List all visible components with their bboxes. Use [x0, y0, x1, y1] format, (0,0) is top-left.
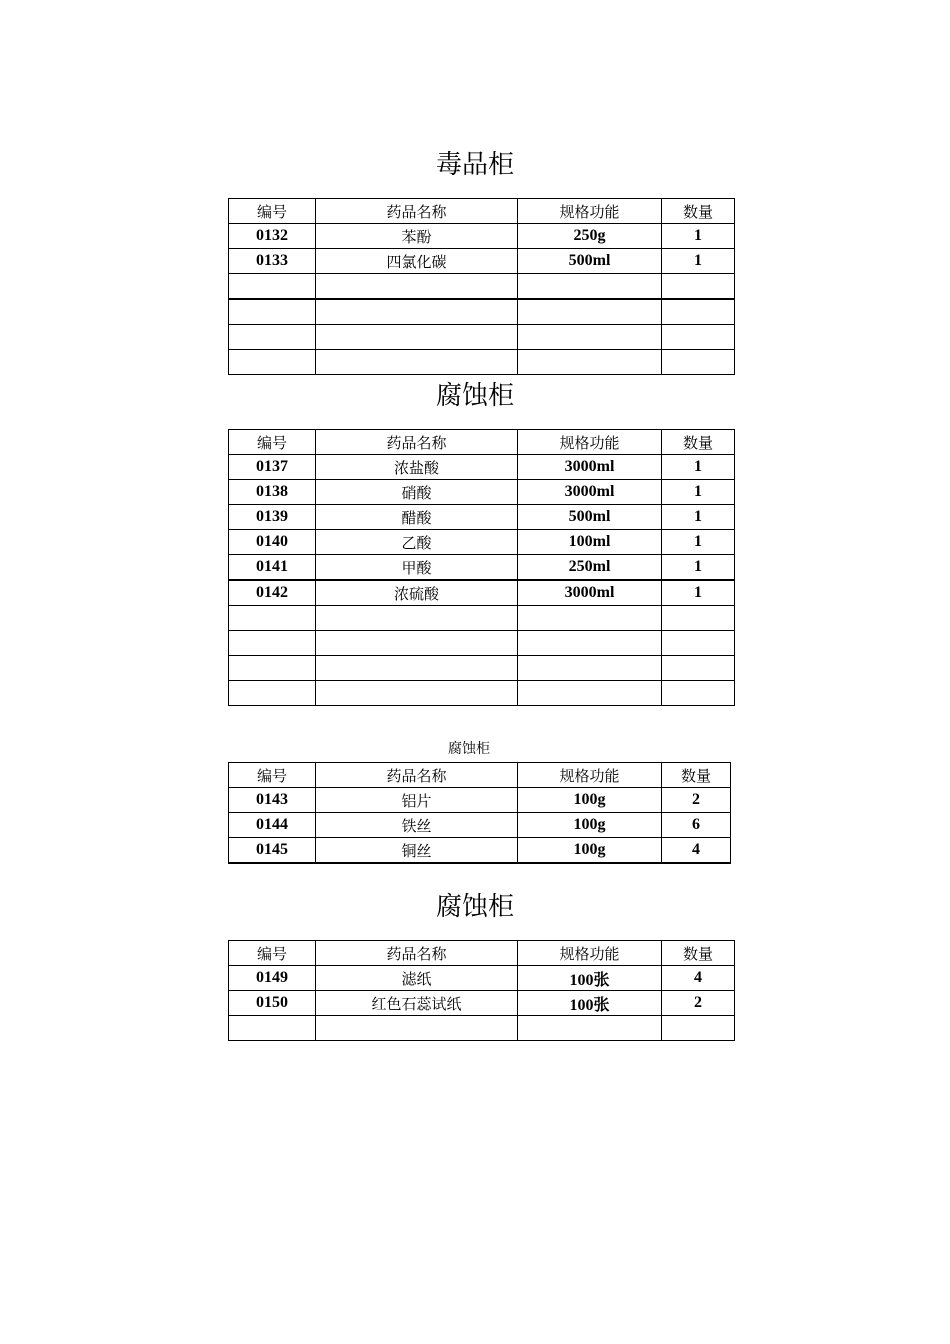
header-spec: 规格功能: [518, 430, 662, 455]
cell-spec: 500ml: [518, 249, 662, 274]
cell-qty: 1: [662, 249, 735, 274]
table-row: [229, 991, 735, 1016]
table-header-row: [229, 430, 735, 455]
table-row: [229, 606, 735, 631]
cell-spec: [518, 299, 662, 325]
cell-qty: 1: [662, 580, 735, 606]
cell-qty: 1: [662, 455, 735, 480]
header-qty: 数量: [662, 941, 735, 966]
cell-id: [229, 325, 316, 350]
cell-spec: 3000ml: [518, 455, 662, 480]
cell-spec: 100g: [518, 838, 662, 864]
cell-spec: 250g: [518, 224, 662, 249]
cell-spec: 100张: [518, 991, 662, 1016]
cell-id: 0145: [229, 838, 316, 864]
cell-spec: [518, 1016, 662, 1041]
header-spec: 规格功能: [518, 763, 662, 788]
cell-name: 甲酸: [316, 555, 518, 581]
cell-qty: 1: [662, 505, 735, 530]
cell-name: 硝酸: [316, 480, 518, 505]
cell-qty: 1: [662, 555, 735, 581]
cell-qty: 4: [662, 966, 735, 991]
cell-id: 0143: [229, 788, 316, 813]
cell-name: [316, 631, 518, 656]
cell-name: [316, 299, 518, 325]
cell-spec: 500ml: [518, 505, 662, 530]
cell-qty: 2: [662, 991, 735, 1016]
header-name: 药品名称: [316, 763, 518, 788]
cell-id: [229, 656, 316, 681]
inventory-table-corrosive-3: [228, 940, 735, 1041]
cell-name: 滤纸: [316, 966, 518, 991]
table-row: [229, 299, 735, 325]
table-row: [229, 224, 735, 249]
inventory-table-corrosive-1: [228, 429, 735, 706]
cell-spec: 100张: [518, 966, 662, 991]
cell-qty: [662, 631, 735, 656]
cell-id: [229, 606, 316, 631]
cell-name: 醋酸: [316, 505, 518, 530]
table-row: [229, 350, 735, 375]
cell-qty: 1: [662, 480, 735, 505]
header-name: 药品名称: [316, 941, 518, 966]
cell-id: 0137: [229, 455, 316, 480]
cell-name: 红色石蕊试纸: [316, 991, 518, 1016]
header-qty: 数量: [662, 763, 731, 788]
cell-id: [229, 631, 316, 656]
cell-spec: 3000ml: [518, 480, 662, 505]
table-header-row: [229, 199, 735, 224]
cell-spec: [518, 656, 662, 681]
header-spec: 规格功能: [518, 199, 662, 224]
cell-id: 0133: [229, 249, 316, 274]
cell-name: [316, 325, 518, 350]
table-header-row: [229, 763, 731, 788]
cell-qty: 2: [662, 788, 731, 813]
section-title-corrosive-cabinet-3: 腐蚀柜: [435, 892, 514, 922]
section-title-corrosive-cabinet-2: 腐蚀柜: [448, 741, 490, 757]
cell-spec: 100g: [518, 788, 662, 813]
cell-id: 0142: [229, 580, 316, 606]
section-title-poison-cabinet: 毒品柜: [435, 150, 514, 180]
header-qty: 数量: [662, 199, 735, 224]
cell-spec: 250ml: [518, 555, 662, 581]
cell-qty: 1: [662, 224, 735, 249]
header-name: 药品名称: [316, 430, 518, 455]
cell-spec: 100ml: [518, 530, 662, 555]
cell-qty: 6: [662, 813, 731, 838]
header-qty: 数量: [662, 430, 735, 455]
table-row: [229, 455, 735, 480]
header-id: 编号: [229, 430, 316, 455]
table-row: [229, 325, 735, 350]
table-row: [229, 480, 735, 505]
section-title-corrosive-cabinet-1: 腐蚀柜: [435, 381, 514, 411]
cell-name: 浓盐酸: [316, 455, 518, 480]
cell-name: 铜丝: [316, 838, 518, 864]
table-row: [229, 838, 731, 864]
table-row: [229, 580, 735, 606]
cell-name: [316, 1016, 518, 1041]
header-id: 编号: [229, 199, 316, 224]
cell-id: 0139: [229, 505, 316, 530]
cell-name: 乙酸: [316, 530, 518, 555]
cell-id: [229, 681, 316, 706]
cell-qty: [662, 350, 735, 375]
cell-name: [316, 681, 518, 706]
header-name: 药品名称: [316, 199, 518, 224]
header-spec: 规格功能: [518, 941, 662, 966]
cell-id: [229, 274, 316, 300]
table-row: [229, 966, 735, 991]
cell-qty: [662, 274, 735, 300]
cell-id: [229, 1016, 316, 1041]
cell-qty: [662, 656, 735, 681]
cell-name: [316, 606, 518, 631]
cell-id: 0140: [229, 530, 316, 555]
cell-id: 0149: [229, 966, 316, 991]
cell-id: 0141: [229, 555, 316, 581]
cell-spec: [518, 350, 662, 375]
table-header-row: [229, 941, 735, 966]
cell-spec: [518, 631, 662, 656]
cell-qty: [662, 299, 735, 325]
table-row: [229, 813, 731, 838]
cell-spec: 100g: [518, 813, 662, 838]
cell-qty: [662, 325, 735, 350]
header-id: 编号: [229, 763, 316, 788]
table-row: [229, 274, 735, 300]
cell-spec: 3000ml: [518, 580, 662, 606]
table-row: [229, 681, 735, 706]
cell-id: 0150: [229, 991, 316, 1016]
cell-name: 铁丝: [316, 813, 518, 838]
table-row: [229, 249, 735, 274]
table-row: [229, 656, 735, 681]
cell-id: [229, 299, 316, 325]
cell-name: 浓硫酸: [316, 580, 518, 606]
cell-spec: [518, 274, 662, 300]
cell-name: [316, 656, 518, 681]
cell-name: 铝片: [316, 788, 518, 813]
cell-spec: [518, 325, 662, 350]
cell-id: [229, 350, 316, 375]
cell-id: 0144: [229, 813, 316, 838]
inventory-table-corrosive-2: [228, 762, 731, 864]
header-id: 编号: [229, 941, 316, 966]
table-row: [229, 788, 731, 813]
cell-id: 0138: [229, 480, 316, 505]
cell-qty: [662, 606, 735, 631]
cell-qty: 1: [662, 530, 735, 555]
table-row: [229, 631, 735, 656]
cell-qty: [662, 681, 735, 706]
cell-qty: [662, 1016, 735, 1041]
cell-name: 四氯化碳: [316, 249, 518, 274]
inventory-table-poison: [228, 198, 735, 375]
cell-name: [316, 274, 518, 300]
cell-name: 苯酚: [316, 224, 518, 249]
table-row: [229, 505, 735, 530]
cell-name: [316, 350, 518, 375]
cell-spec: [518, 606, 662, 631]
cell-qty: 4: [662, 838, 731, 864]
cell-spec: [518, 681, 662, 706]
table-row: [229, 530, 735, 555]
cell-id: 0132: [229, 224, 316, 249]
table-row: [229, 555, 735, 581]
table-row: [229, 1016, 735, 1041]
